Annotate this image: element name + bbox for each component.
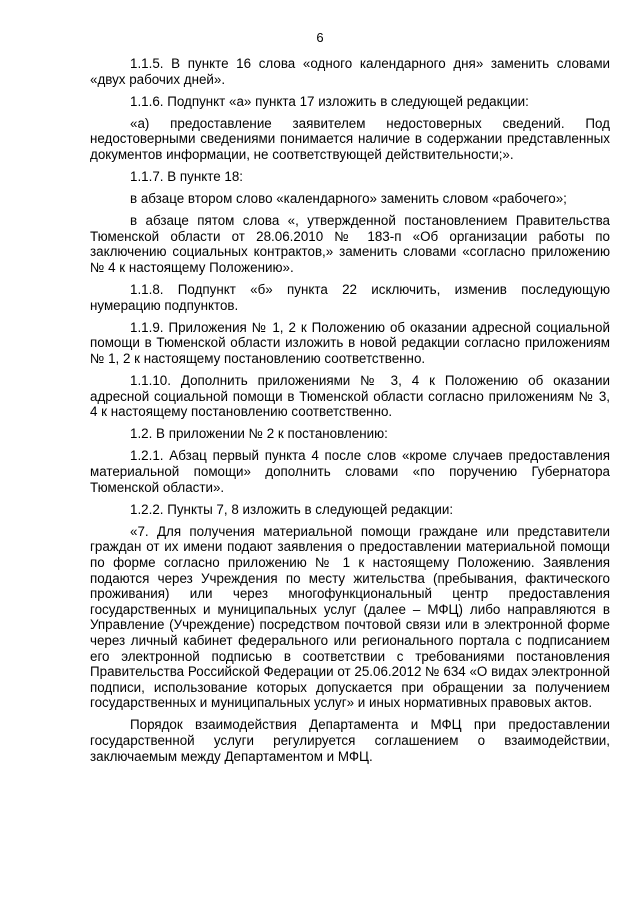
paragraph-1-1-10: 1.1.10. Дополнить приложениями № 3, 4 к Положению об оказании адресной социальной помощи в Тюменской области согласно приложениям № 3, 4 к настоящему постановлению соответственно. [90, 373, 610, 420]
paragraph-1-2-2: 1.2.2. Пункты 7, 8 изложить в следующей редакции: [130, 501, 454, 517]
document-body [90, 56, 610, 771]
paragraph-item-7: «7. Для получения материальной помощи граждане или представители граждан от их имени подают заявления о предоставлении материальной помощи по форме согласно приложению № 1 к настоящему Положению. Заявления подаются через Учреждения по месту жительства (пребывания, фактического проживания) или через многофункциональный центр предоставления государственных и муниципальных услуг (далее – МФЦ) либо направляются в Управление (Учреждение) посредством почтовой связи или в электронной форме через личный кабинет федерального или регионального портала с подписанием его электронной подписью в соответствии с требованиями постановления Правительства Российской Федерации от 25.06.2012 № 634 «О видах электронной подписи, использование которых допускается при обращении за получением государственных и муниципальных услуг» и иных нормативных правовых актов. [90, 523, 610, 711]
paragraph-1-1-8: 1.1.8. Подпункт «б» пункта 22 исключить, изменив последующую нумерацию подпунктов. [90, 282, 610, 313]
page-number: 6 [316, 30, 324, 45]
paragraph-1-2-1: 1.2.1. Абзац первый пункта 4 после слов «кроме случаев предоставления материальной помощи» дополнить словами «по поручению Губернатора Тюменской области». [90, 448, 610, 495]
paragraph-1-1-7: 1.1.7. В пункте 18: [130, 169, 243, 185]
paragraph-subitem-a: «а) предоставление заявителем недостоверных сведений. Под недостоверными сведениями понимается наличие в содержании представленных документов информации, не соответствующей действительности;». [90, 115, 610, 162]
paragraph-1-1-6: 1.1.6. Подпункт «а» пункта 17 изложить в следующей редакции: [130, 93, 529, 109]
paragraph-1-2: 1.2. В приложении № 2 к постановлению: [130, 426, 388, 442]
paragraph-interaction-order: Порядок взаимодействия Департамента и МФЦ при предоставлении государственной услуги регулируется соглашением о взаимодействии, заключаемым между Департаментом и МФЦ. [90, 717, 610, 764]
paragraph-1-1-9: 1.1.9. Приложения № 1, 2 к Положению об оказании адресной социальной помощи в Тюменской области изложить в новой редакции согласно приложениям № 1, 2 к настоящему постановлению соответственно. [90, 319, 610, 366]
paragraph-abzac-5: в абзаце пятом слова «, утвержденной постановлением Правительства Тюменской области от 28.06.2010 № 183-п «Об организации работы по заключению социальных контрактов,» заменить словами «согласно приложению № 4 к настоящему Положению». [90, 213, 610, 276]
paragraph-1-1-5: 1.1.5. В пункте 16 слова «одного календарного дня» заменить словами «двух рабочих дней». [90, 56, 610, 87]
paragraph-abzac-2: в абзаце втором слово «календарного» заменить словом «рабочего»; [130, 191, 567, 207]
